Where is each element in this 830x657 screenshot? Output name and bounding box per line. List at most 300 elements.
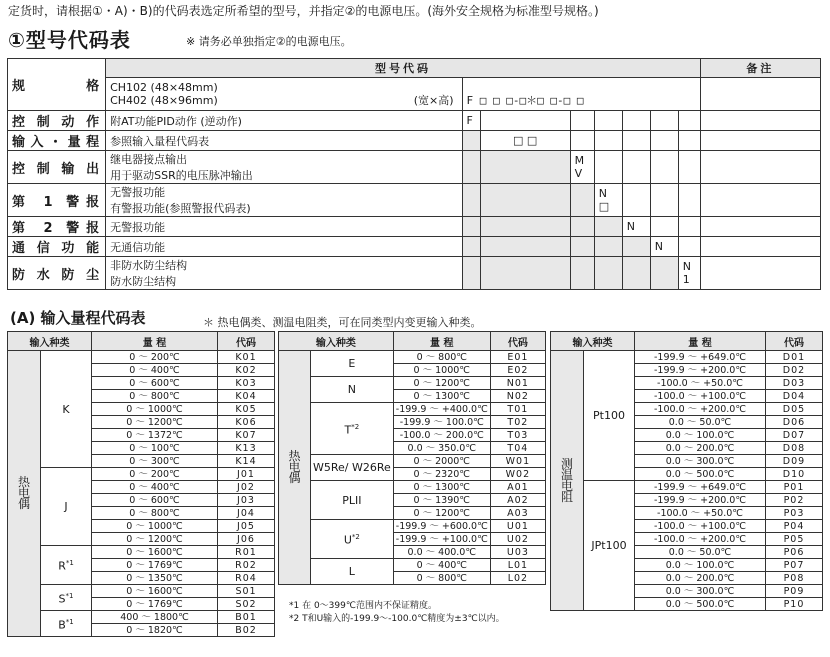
- code-value: D08: [766, 442, 823, 455]
- code-value: W01: [490, 455, 545, 468]
- code-value: D02: [766, 364, 823, 377]
- range-value: 0 ～ 1820℃: [92, 624, 218, 637]
- model-row: [8, 237, 821, 257]
- spec-desc: [106, 78, 462, 111]
- row-label: 第 1 警报: [8, 184, 106, 217]
- code-value: N: [682, 260, 692, 273]
- input-type-name: E: [348, 357, 356, 370]
- code-cell: [570, 217, 594, 237]
- range-value: 0 ～ 1600℃: [92, 585, 218, 598]
- range-value: 0 ～ 800℃: [393, 572, 490, 585]
- remarks-cell: [700, 78, 820, 111]
- range-row: [279, 520, 546, 533]
- row-desc: [106, 184, 462, 217]
- code-value: P09: [766, 585, 823, 598]
- input-type-name: W5Re/ W26Re: [312, 461, 391, 474]
- footnote-ref: *2: [351, 422, 360, 431]
- range-value: 400 ～ 1800℃: [92, 611, 218, 624]
- input-type-name: N: [347, 383, 356, 396]
- input-type-name: B: [58, 618, 66, 632]
- range-value: -100.0 ～ +200.0℃: [635, 533, 766, 546]
- code-value: R04: [218, 572, 275, 585]
- code-value: K04: [218, 390, 275, 403]
- range-value: 0.0 ～ 200.0℃: [635, 442, 766, 455]
- category-char: 阻: [560, 489, 573, 504]
- category-char: 温: [560, 467, 573, 482]
- code-cell: [650, 237, 678, 257]
- code-cell: [462, 131, 480, 151]
- code-cell: [480, 257, 570, 290]
- code-cell: [622, 151, 650, 184]
- footnote-ref: *1: [65, 591, 74, 600]
- range-value: -199.9 ～ +600.0℃: [393, 520, 490, 533]
- code-cell: [480, 151, 570, 184]
- range-value: 0 ～ 600℃: [92, 377, 218, 390]
- footnote-1: *1 在 0～399℃范围内不保证精度。: [289, 601, 437, 611]
- code-value: D09: [766, 455, 823, 468]
- code-cell: [570, 237, 594, 257]
- code-cell: [462, 184, 480, 217]
- range-value: 0 ～ 200℃: [92, 468, 218, 481]
- code-value: K05: [218, 403, 275, 416]
- spec-line-2: CH402 (48×96mm): [110, 94, 218, 107]
- code-value: R02: [218, 559, 275, 572]
- input-type: [584, 481, 635, 611]
- code-cell: [622, 257, 650, 290]
- range-value: 0 ～ 1200℃: [92, 533, 218, 546]
- row-desc-line: 无警报功能: [110, 220, 166, 234]
- input-type-name: U: [343, 533, 352, 547]
- code-cell: [480, 131, 570, 151]
- category-label: [551, 351, 584, 611]
- input-type-name: PLII: [342, 493, 362, 507]
- input-type-name: Pt100: [593, 409, 625, 422]
- range-row: [8, 468, 275, 481]
- range-value: 0 ～ 200℃: [92, 351, 218, 364]
- model-code-note: ※ 请务必单独指定②的电源电压。: [186, 35, 352, 48]
- range-value: -100.0 ～ +100.0℃: [635, 520, 766, 533]
- code-value: N: [626, 220, 635, 233]
- row-label: 防水防尘: [8, 257, 106, 290]
- code-header: 代码: [490, 332, 545, 351]
- model-row: [8, 151, 821, 184]
- range-header: 量 程: [393, 332, 490, 351]
- code-cell: [594, 151, 622, 184]
- row-desc-line: 用于驱动SSR的电压脉冲输出: [110, 169, 253, 182]
- range-value: 0 ～ 1769℃: [92, 598, 218, 611]
- row-desc-line: 无通信功能: [110, 240, 166, 254]
- footnote-2: *2 T和U输入的-199.9～-100.0℃精度为±3℃以内。: [289, 614, 505, 624]
- range-value: -100.0 ～ +200.0℃: [635, 403, 766, 416]
- row-label: 输入・量程: [8, 131, 106, 151]
- code-value: W02: [490, 468, 545, 481]
- input-type: [310, 520, 393, 559]
- code-value: P08: [766, 572, 823, 585]
- range-value: 0 ～ 1600℃: [92, 546, 218, 559]
- category-char: 电: [560, 478, 573, 493]
- code-cell: [678, 184, 700, 217]
- code-cell: [594, 131, 622, 151]
- range-value: 0 ～ 1200℃: [393, 377, 490, 390]
- range-header: 量 程: [92, 332, 218, 351]
- code-cell: [570, 257, 594, 290]
- range-value: -199.9 ～ +100.0℃: [393, 533, 490, 546]
- range-value: 0 ～ 1200℃: [92, 416, 218, 429]
- code-value: D06: [766, 416, 823, 429]
- footnote-ref: *1: [65, 617, 74, 626]
- code-value: U01: [490, 520, 545, 533]
- code-cell: [570, 131, 594, 151]
- row-label: 第 2 警报: [8, 217, 106, 237]
- range-value: 0.0 ～ 100.0℃: [635, 429, 766, 442]
- input-type-name: JPt100: [591, 539, 627, 552]
- row-desc-line: 非防水防尘结构: [110, 259, 188, 272]
- code-header: 代码: [218, 332, 275, 351]
- row-label: 控制输出: [8, 151, 106, 184]
- range-code-note: ＊ 热电偶类、测温电阻类，可在同类型内变更输入种类。: [203, 316, 482, 329]
- remarks-cell: [700, 184, 820, 217]
- code-cell: [594, 184, 622, 217]
- category-char: 热: [17, 475, 30, 489]
- code-value: T01: [490, 403, 545, 416]
- code-cell: [622, 217, 650, 237]
- row-desc-line: 附AT功能PID动作 (逆动作): [110, 114, 242, 128]
- code-value: B01: [218, 611, 275, 624]
- input-type: [41, 468, 92, 546]
- code-cell: [678, 111, 700, 131]
- code-value: R01: [218, 546, 275, 559]
- input-type-name: R: [58, 559, 66, 573]
- model-code-table: [7, 58, 821, 290]
- code-cell: [678, 217, 700, 237]
- code-cell: [650, 151, 678, 184]
- code-cell: [594, 111, 622, 131]
- row-desc-line: 无警报功能: [110, 186, 166, 199]
- model-row: [8, 217, 821, 237]
- range-value: -100.0 ～ +50.0℃: [635, 507, 766, 520]
- code-value: F: [466, 114, 473, 127]
- range-value: 0 ～ 1350℃: [92, 572, 218, 585]
- range-value: 0.0 ～ 100.0℃: [635, 559, 766, 572]
- range-table-3: [550, 331, 823, 611]
- range-value: 0 ～ 100℃: [92, 442, 218, 455]
- range-table-2: [278, 331, 546, 585]
- code-value: N: [654, 240, 663, 253]
- code-value: J04: [218, 507, 275, 520]
- code-value: D01: [766, 351, 823, 364]
- range-value: -199.9 ～ +649.0℃: [635, 351, 766, 364]
- range-value: 0.0 ～ 500.0℃: [635, 468, 766, 481]
- code-value: D10: [766, 468, 823, 481]
- code-cell: [480, 237, 570, 257]
- category-label: [8, 351, 41, 637]
- code-cell: [462, 217, 480, 237]
- footnotes: [289, 598, 505, 624]
- code-value: P07: [766, 559, 823, 572]
- range-value: 0 ～ 600℃: [92, 494, 218, 507]
- row-desc: [106, 217, 462, 237]
- range-value: -199.9 ～ 100.0℃: [393, 416, 490, 429]
- code-value: A01: [490, 481, 545, 494]
- code-value: U02: [490, 533, 545, 546]
- code-value: K02: [218, 364, 275, 377]
- code-cell: [462, 257, 480, 290]
- category-char: 测: [560, 456, 573, 471]
- category-label: [279, 351, 311, 585]
- row-desc-line: 参照输入量程代码表: [110, 134, 210, 148]
- code-cell: [570, 184, 594, 217]
- code-cell: [594, 217, 622, 237]
- range-value: 0 ～ 800℃: [393, 351, 490, 364]
- code-cell: [622, 131, 650, 151]
- row-desc: [106, 131, 462, 151]
- code-pattern: F □ □ □-□＊□ □-□ □: [462, 78, 700, 111]
- range-value: 0 ～ 1769℃: [92, 559, 218, 572]
- remarks-cell: [700, 257, 820, 290]
- code-value: K13: [218, 442, 275, 455]
- code-value: D07: [766, 429, 823, 442]
- input-type-header: 输入种类: [279, 332, 394, 351]
- remarks-cell: [700, 111, 820, 131]
- row-desc: [106, 237, 462, 257]
- input-type: [41, 546, 92, 585]
- range-value: -199.9 ～ +200.0℃: [635, 364, 766, 377]
- input-type-name: S: [58, 592, 66, 606]
- input-type-header: 输入种类: [551, 332, 635, 351]
- code-cell: [678, 257, 700, 290]
- code-value: K14: [218, 455, 275, 468]
- range-value: 0 ～ 400℃: [393, 559, 490, 572]
- code-cell: [594, 237, 622, 257]
- code-value: N: [598, 187, 607, 200]
- input-type-name: K: [62, 402, 70, 416]
- code-cell: [650, 217, 678, 237]
- row-label: 通信功能: [8, 237, 106, 257]
- range-value: 0.0 ～ 50.0℃: [635, 416, 766, 429]
- code-value: P05: [766, 533, 823, 546]
- code-cell: [622, 111, 650, 131]
- range-row: [279, 481, 546, 494]
- code-value: E02: [490, 364, 545, 377]
- input-type: [41, 611, 92, 637]
- model-row: [8, 257, 821, 290]
- code-value: L01: [490, 559, 545, 572]
- range-value: 0.0 ～ 350.0℃: [393, 442, 490, 455]
- range-value: 0.0 ～ 50.0℃: [635, 546, 766, 559]
- range-value: 0 ～ 2320℃: [393, 468, 490, 481]
- input-type-name: L: [348, 565, 355, 578]
- code-value: T04: [490, 442, 545, 455]
- code-cell: [480, 217, 570, 237]
- code-cell: [650, 131, 678, 151]
- code-value: N01: [490, 377, 545, 390]
- range-row: [8, 351, 275, 364]
- code-cell: [594, 257, 622, 290]
- range-value: 0.0 ～ 400.0℃: [393, 546, 490, 559]
- range-value: 0 ～ 1000℃: [92, 520, 218, 533]
- remarks-cell: [700, 237, 820, 257]
- model-code-title: ①型号代码表: [8, 28, 131, 52]
- code-value: P10: [766, 598, 823, 611]
- range-row: [551, 481, 823, 494]
- range-value: 0 ～ 800℃: [92, 507, 218, 520]
- row-desc-line: 有警报功能(参照警报代码表): [110, 202, 251, 215]
- input-type-name: J: [64, 500, 68, 513]
- model-row: [8, 184, 821, 217]
- range-value: 0 ～ 800℃: [92, 390, 218, 403]
- row-label: 控制动作: [8, 111, 106, 131]
- input-type: [310, 403, 393, 455]
- spec-line-1: CH102 (48×48mm): [110, 81, 218, 94]
- code-value: K03: [218, 377, 275, 390]
- range-value: 0 ～ 300℃: [92, 455, 218, 468]
- range-value: -100.0 ～ +100.0℃: [635, 390, 766, 403]
- model-row: [8, 131, 821, 151]
- code-cell: [622, 237, 650, 257]
- range-value: -100.0 ～ 200.0℃: [393, 429, 490, 442]
- range-row: [8, 546, 275, 559]
- range-row: [8, 585, 275, 598]
- code-cell: [480, 111, 570, 131]
- input-type: [584, 351, 635, 481]
- range-value: 0 ～ 1300℃: [393, 481, 490, 494]
- intro-text: 定货时，请根据①・A)・B)的代码表选定所希望的型号，并指定②的电源电压。(海外安全规格为标准型号规格。): [8, 4, 599, 18]
- code-value: T03: [490, 429, 545, 442]
- range-row: [279, 455, 546, 468]
- code-value: D04: [766, 390, 823, 403]
- row-desc: [106, 111, 462, 131]
- spec-wh: (宽×高): [413, 94, 454, 107]
- footnote-ref: *2: [351, 533, 360, 542]
- code-value: U03: [490, 546, 545, 559]
- input-type-name: T: [344, 423, 352, 437]
- input-type: [310, 559, 393, 585]
- category-char: 电: [17, 486, 30, 500]
- input-type-header: 输入种类: [8, 332, 92, 351]
- header-row: [279, 332, 546, 351]
- code-cell: [678, 131, 700, 151]
- category-char: 偶: [288, 471, 301, 485]
- code-value: T02: [490, 416, 545, 429]
- code-value: P06: [766, 546, 823, 559]
- code-value: L02: [490, 572, 545, 585]
- code-cell: [462, 151, 480, 184]
- code-cell: [480, 184, 570, 217]
- remarks-header: 备注: [700, 59, 820, 78]
- remarks-cell: [700, 151, 820, 184]
- range-code-title: (A) 输入量程代码表: [10, 309, 146, 327]
- range-value: 0 ～ 1000℃: [92, 403, 218, 416]
- remarks-cell: [700, 131, 820, 151]
- code-cell: [650, 111, 678, 131]
- range-header: 量 程: [635, 332, 766, 351]
- code-value: J01: [218, 468, 275, 481]
- row-desc: [106, 257, 462, 290]
- input-type: [310, 377, 393, 403]
- code-value: 1: [682, 273, 690, 286]
- range-row: [279, 377, 546, 390]
- code-value: S02: [218, 598, 275, 611]
- code-value: P01: [766, 481, 823, 494]
- category-char: 电: [288, 460, 301, 474]
- code-cell: [570, 151, 594, 184]
- range-value: 0 ～ 1390℃: [393, 494, 490, 507]
- code-cell: [462, 237, 480, 257]
- input-type: [310, 455, 393, 481]
- range-value: 0 ～ 2000℃: [393, 455, 490, 468]
- range-value: 0.0 ～ 500.0℃: [635, 598, 766, 611]
- code-value: K01: [218, 351, 275, 364]
- input-type: [41, 585, 92, 611]
- range-row: [279, 559, 546, 572]
- range-row: [279, 403, 546, 416]
- row-desc-line: 防水防尘结构: [110, 275, 177, 288]
- header-row: [551, 332, 823, 351]
- code-value: P04: [766, 520, 823, 533]
- model-code-header: 型号代码: [106, 59, 701, 78]
- code-value: J03: [218, 494, 275, 507]
- code-header: 代码: [766, 332, 823, 351]
- range-value: -100.0 ～ +50.0℃: [635, 377, 766, 390]
- code-value: J02: [218, 481, 275, 494]
- code-value: V: [574, 167, 583, 180]
- code-value: D03: [766, 377, 823, 390]
- code-value: K06: [218, 416, 275, 429]
- row-desc: [106, 151, 462, 184]
- code-value: P03: [766, 507, 823, 520]
- code-value: □: [598, 200, 610, 213]
- code-value: P02: [766, 494, 823, 507]
- remarks-cell: [700, 217, 820, 237]
- code-cell: [678, 237, 700, 257]
- code-cell: [650, 257, 678, 290]
- range-value: 0 ～ 1300℃: [393, 390, 490, 403]
- input-type: [310, 351, 393, 377]
- code-value: K07: [218, 429, 275, 442]
- range-value: 0 ～ 1000℃: [393, 364, 490, 377]
- model-row: [8, 111, 821, 131]
- range-value: 0 ～ 400℃: [92, 364, 218, 377]
- input-type: [310, 481, 393, 520]
- code-value: N02: [490, 390, 545, 403]
- range-value: 0.0 ～ 300.0℃: [635, 455, 766, 468]
- code-value: □ □: [512, 134, 538, 147]
- code-cell: [650, 184, 678, 217]
- code-value: J05: [218, 520, 275, 533]
- range-value: -199.9 ～ +400.0℃: [393, 403, 490, 416]
- code-value: A03: [490, 507, 545, 520]
- footnote-ref: *1: [65, 559, 74, 568]
- code-cell: [678, 151, 700, 184]
- range-value: -199.9 ～ +200.0℃: [635, 494, 766, 507]
- range-value: -199.9 ～ +649.0℃: [635, 481, 766, 494]
- code-value: M: [574, 154, 585, 167]
- range-value: 0.0 ～ 300.0℃: [635, 585, 766, 598]
- code-value: B02: [218, 624, 275, 637]
- range-table-1: [7, 331, 275, 637]
- range-value: 0 ～ 1372℃: [92, 429, 218, 442]
- category-char: 热: [288, 449, 301, 463]
- row-desc-line: 继电器接点输出: [110, 153, 188, 166]
- range-row: [279, 351, 546, 364]
- code-value: J06: [218, 533, 275, 546]
- range-value: 0 ～ 1200℃: [393, 507, 490, 520]
- input-type: [41, 351, 92, 468]
- code-cell: [622, 184, 650, 217]
- code-value: D05: [766, 403, 823, 416]
- range-row: [8, 611, 275, 624]
- range-value: 0 ～ 400℃: [92, 481, 218, 494]
